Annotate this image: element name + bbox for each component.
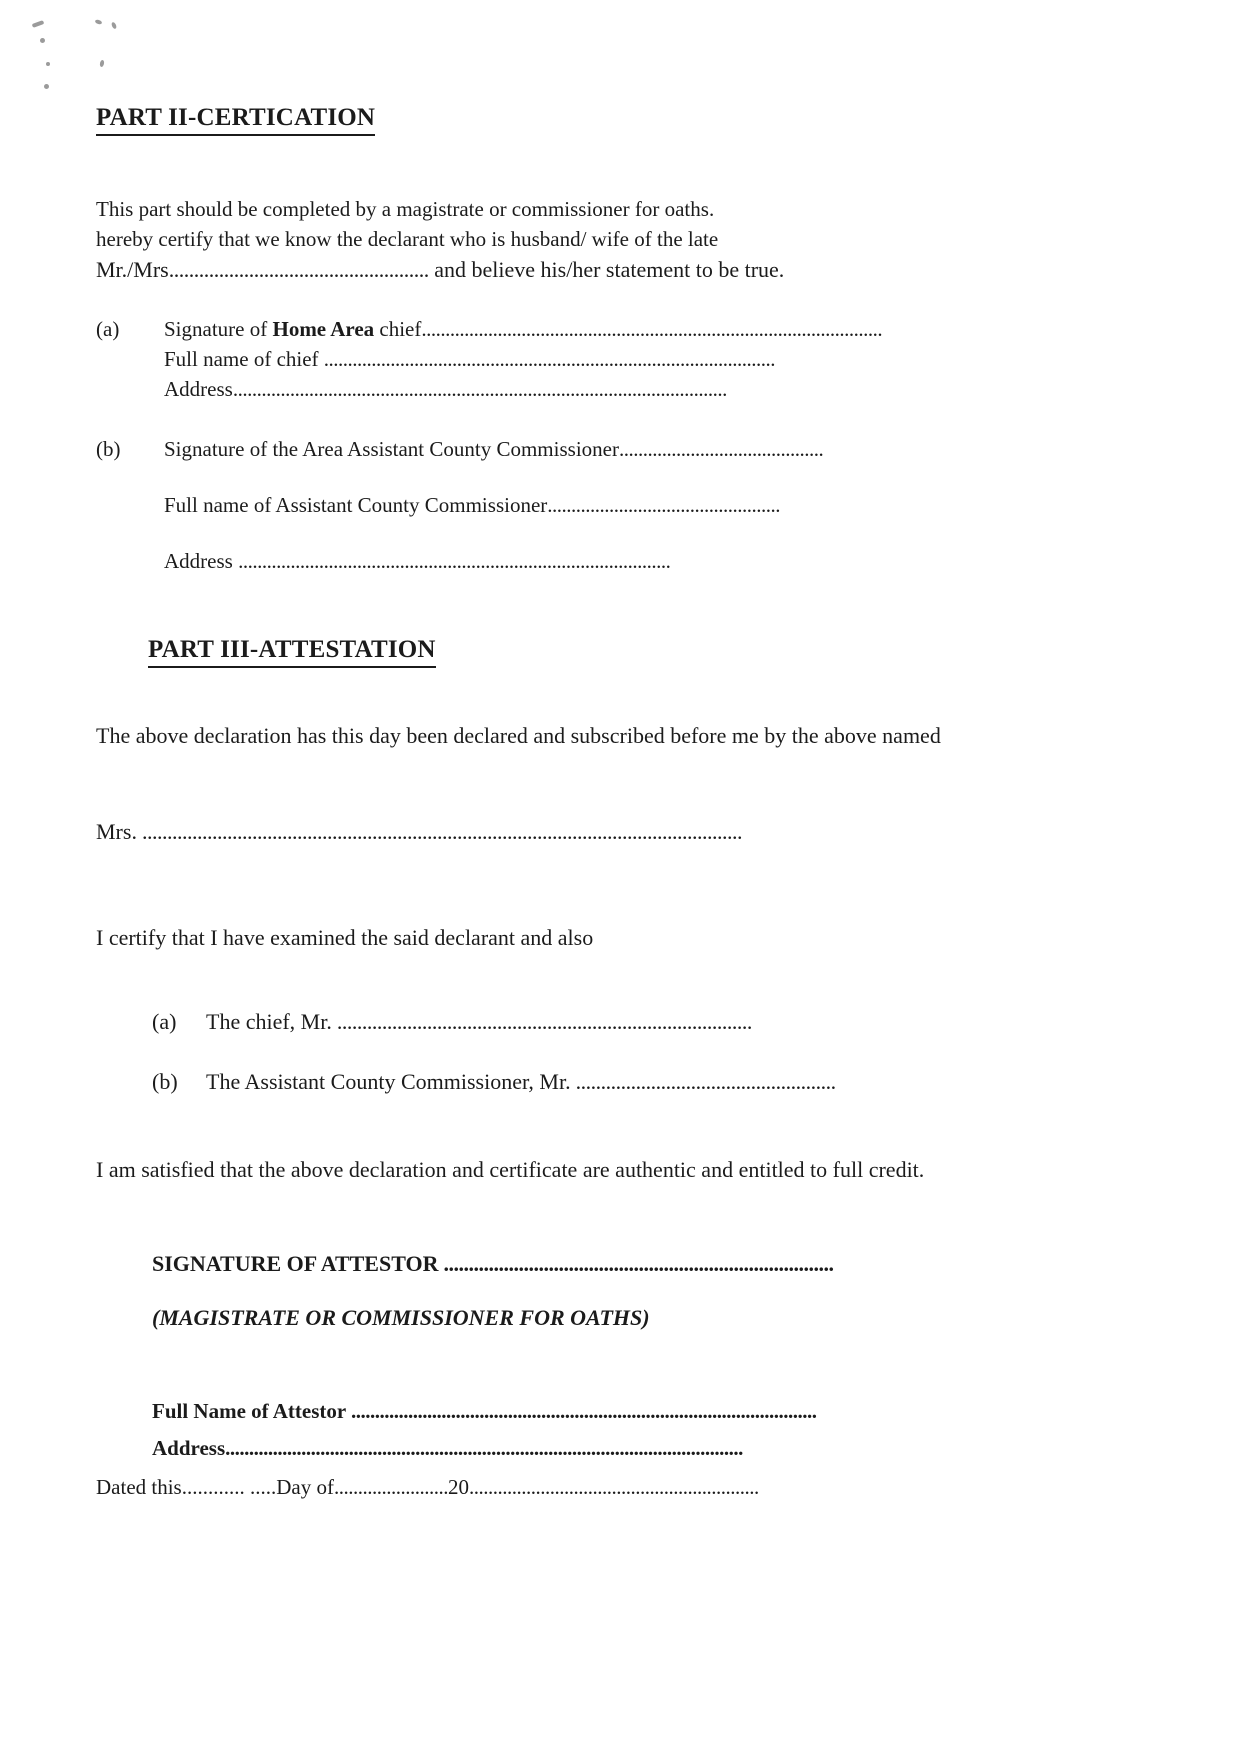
attestation-marker-a: (a) <box>152 1008 177 1034</box>
mr-mrs-label: Mr./Mrs <box>96 256 169 282</box>
examination-certify-line: I certify that I have examined the said declarant and also <box>96 924 594 950</box>
acc-address-body <box>164 546 1146 576</box>
attestation-item-b-body <box>206 1066 836 1098</box>
dated-year-prefix: 20 <box>447 1474 469 1499</box>
part-2-section-header <box>96 104 1146 136</box>
part-2-heading: PART II-CERTICATION <box>96 104 375 136</box>
attestor-address-label: Address <box>152 1435 226 1460</box>
mrs-label: Mrs. <box>96 818 137 844</box>
chief-address-body <box>164 374 1146 404</box>
acc-address-row <box>96 546 1146 576</box>
item-marker-a: (a) <box>96 316 120 341</box>
part-3-heading: PART III-ATTESTATION <box>148 636 436 668</box>
chief-signature-label-emphasis: Home Area <box>272 316 375 341</box>
attestor-address-dotted-blank[interactable]: ............................................................................................................. <box>225 1435 743 1460</box>
attested-person-name-line <box>96 816 1146 848</box>
certification-item-a <box>96 314 1146 404</box>
part-2-intro-line-1: This part should be completed by a magistrate or commissioner for oaths. <box>96 196 715 221</box>
dated-row <box>96 1472 1146 1503</box>
attestor-role-caption: (MAGISTRATE OR COMMISSIONER FOR OATHS) <box>152 1304 650 1330</box>
scan-speckle <box>32 20 45 28</box>
attestation-item-a-body <box>206 1006 752 1038</box>
attestor-fullname-dotted-blank[interactable]: .................................................................................................. <box>346 1398 817 1423</box>
attestor-signature-label: SIGNATURE OF ATTESTOR <box>152 1250 439 1276</box>
scan-speckle <box>99 60 104 68</box>
attestation-item-list <box>96 1006 1146 1098</box>
attestor-signature-row <box>152 1248 1146 1280</box>
dated-day-label: .....Day of <box>244 1474 334 1499</box>
chief-address-label: Address <box>164 376 233 401</box>
part-2-intro-line-2: hereby certify that we know the declarant who is husband/ wife of the late <box>96 226 719 251</box>
attestation-item-b-label: The Assistant County Commissioner, Mr. <box>206 1068 571 1094</box>
chief-fullname-label: Full name of chief <box>164 346 324 371</box>
attestor-fullname-label: Full Name of Attestor <box>152 1398 347 1423</box>
attestation-item-a-dotted-blank[interactable]: ................................................................................... <box>331 1008 752 1034</box>
form-content <box>96 104 1146 1503</box>
dated-year-dotted-blank[interactable]: ............................................................. <box>468 1474 759 1499</box>
acc-signature-row <box>96 434 1146 464</box>
acc-signature-label: Signature of the Area Assistant County Commissioner <box>164 436 619 461</box>
chief-signature-body <box>164 314 1146 344</box>
chief-fullname-dotted-blank[interactable]: ............................................................................................... <box>323 346 776 371</box>
dated-month-dotted-blank[interactable]: ........................ <box>333 1474 448 1499</box>
chief-address-dotted-blank[interactable]: ........................................................................................................ <box>232 376 727 401</box>
mr-mrs-trailing-text: and believe his/her statement to be true. <box>428 256 785 282</box>
satisfaction-statement: I am satisfied that the above declaration and certificate are authentic and entitled to full credit. <box>96 1156 925 1182</box>
chief-fullname-row <box>96 344 1146 374</box>
acc-fullname-label: Full name of Assistant County Commissioner <box>164 492 548 517</box>
chief-fullname-body <box>164 344 1146 374</box>
attestor-fullname-row <box>152 1396 1146 1427</box>
scan-speckle <box>95 19 103 25</box>
attestor-signature-dotted-blank[interactable]: .............................................................................. <box>438 1250 834 1276</box>
attestor-signature-block <box>96 1248 1146 1503</box>
scan-speckle <box>44 84 49 89</box>
item-marker-b: (b) <box>96 436 121 461</box>
declarant-name-field-line <box>96 254 1146 286</box>
attestation-marker-b: (b) <box>152 1068 178 1094</box>
acc-signature-dotted-blank[interactable]: ........................................... <box>618 436 824 461</box>
certification-item-b <box>96 434 1146 576</box>
chief-signature-dotted-blank[interactable]: ................................................................................................. <box>421 316 883 341</box>
scan-speckle <box>46 62 50 66</box>
acc-fullname-body <box>164 490 1146 520</box>
acc-address-label: Address <box>164 548 239 573</box>
attestation-item-b <box>152 1066 1146 1098</box>
acc-address-dotted-blank[interactable]: ........................................................................................... <box>238 548 671 573</box>
dated-prefix[interactable]: Dated this............ <box>96 1474 245 1499</box>
attestation-item-a-label: The chief, Mr. <box>206 1008 332 1034</box>
part-3-intro: The above declaration has this day been declared and subscribed before me by the above named <box>96 722 941 748</box>
acc-fullname-dotted-blank[interactable]: ................................................. <box>547 492 781 517</box>
acc-fullname-row <box>96 490 1146 520</box>
chief-signature-row <box>96 314 1146 344</box>
mrs-dotted-blank[interactable]: ........................................................................................................................ <box>136 818 742 844</box>
part-2-intro <box>96 194 1146 254</box>
chief-signature-label: Signature of <box>164 316 273 341</box>
attestation-item-b-dotted-blank[interactable]: .................................................... <box>570 1068 836 1094</box>
part-3-section-header <box>96 636 1146 668</box>
mr-mrs-dotted-blank[interactable]: .................................................... <box>168 256 429 282</box>
attestation-item-a <box>152 1006 1146 1038</box>
scan-speckle <box>111 21 118 29</box>
chief-address-row <box>96 374 1146 404</box>
attestor-address-row <box>152 1433 1146 1464</box>
chief-signature-label-tail: chief <box>374 316 422 341</box>
scan-speckle <box>40 38 45 43</box>
acc-signature-body <box>164 434 1146 464</box>
